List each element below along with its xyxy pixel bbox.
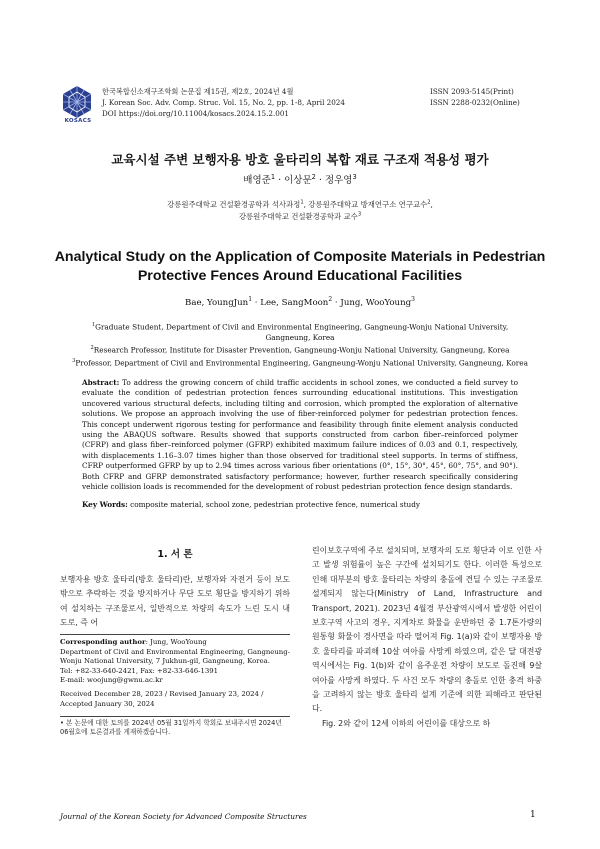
discussion-note: • 본 논문에 대한 토의를 2024년 05월 31일까지 학회로 보내주시면 2024년 06월호에 토론결과를 게재하겠습니다. — [60, 719, 282, 737]
divider-line — [60, 634, 290, 635]
issn-print: ISSN 2093-5145(Print) — [430, 87, 514, 96]
corresponding-author: Corresponding author: Jung, WooYoung Department of Civil and Environmental Engineering, Gangneung-Wonju National University, 7 Jukhun-gil, Gangneung, Korea. Tel: +82-33-640-2421, Fax: +82-33-646-1391 E-mail: woojung@gwnu.ac.kr — [60, 638, 290, 685]
logo-emblem-icon — [60, 84, 94, 120]
divider-line-2 — [60, 716, 290, 717]
keywords: Key Words: composite material, school zone, pedestrian protective fence, numerical study — [82, 500, 421, 509]
korean-affiliation-1: 강릉원주대학교 건설환경공학과 석사과정$^1$, 강릉원주대학교 방재연구소 연구교수$^2$, — [167, 199, 433, 209]
footer-journal-name: Journal of the Korean Society for Advanced Composite Structures — [60, 812, 307, 821]
body-left-column: 보행자용 방호 울타리(방호 울타리)란, 보행자와 자전거 등이 보도 밖으로 추락하는 것을 방지하거나 무단 도로 횡단을 방지하기 위하여 설치하는 구조물로서, 일반적으로 차량의 속도가 느린 도시 내 도로, 즉 어 — [60, 575, 290, 628]
english-affiliations: $^1$Graduate Student, Department of Civil and Environmental Engineering, Gangneung-Wonju National University, Gangneung, Korea $^2$Research Professor, Institute for Disaster Prevention, Gangneung-Wonju National University, Gangneung, Korea $^3$Professor, Department of Civil and Environmental Engineering, Gangneung-Wonju National University, Gangneung, Korea — [72, 322, 528, 368]
journal-ko: 한국복합신소재구조학회 논문집 제15권, 제2호, 2024년 4월 — [102, 87, 294, 96]
received-dates: Received December 28, 2023 / Revised January 23, 2024 / Accepted January 30, 2024 — [60, 690, 264, 708]
issn-online: ISSN 2288-0232(Online) — [430, 98, 520, 107]
logo-text: KOSACS — [64, 118, 92, 124]
english-title: Analytical Study on the Application of Composite Materials in Pedestrian Protective Fences Around Educational Facilities — [54, 249, 546, 284]
korean-title: 교육시설 주변 보행자용 방호 울타리의 복합 재료 구조재 적용성 평가 — [111, 152, 489, 167]
doi-link[interactable]: DOI https://doi.org/10.11004/kosacs.2024.15.2.001 — [102, 109, 289, 118]
korean-affiliation-2: 강릉원주대학교 건설환경공학과 교수$^3$ — [238, 211, 362, 221]
english-authors: Bae, YoungJun$^1$ · Lee, SangMoon$^2$ · Jung, WooYoung$^3$ — [185, 296, 415, 308]
abstract: Abstract: To address the growing concern of child traffic accidents in school zones, we conducted a field survey to evaluate the condition of pedestrian protection fences surrounding educational institutions. This investigation uncovered various structural defects, including tilting and corrosion, which prompted the exploration of alternative solutions. We propose an approach involving the use of fiber-reinforced polymer for pedestrian protection fences. This concept underwent rigorous testing for performance and feasibility through finite element analysis conducted using the ABAQUS software. Results showed that supports constructed from carbon fiber–reinforced polymer (CFRP) and glass fiber–reinforced polymer (GFRP) exhibited maximum failure indices of 0.03 and 0.1, respectively, with displacements 1.16–3.07 times higher than those observed for traditional steel supports. In terms of stiffness, CFRP outperformed GFRP by up to 2.94 times across various fiber orientations (0°, 15°, 30°, 45°, 60°, 75°, and 90°). Both CFRP and GFRP demonstrated satisfactory performance; however, further research specifically considering vehicle collision loads is recommended for the development of robust pedestrian protection fence design standards. — [82, 378, 518, 492]
body-right-column: 린이보호구역에 주로 설치되며, 보행자의 도로 횡단과 이로 인한 사고 발생 위험률이 높은 구간에 설치되기도 한다. 이러한 특성으로 인해 대부분의 방호 울타리는 차량의 충돌에 견딜 수 있는 구조물로 설계되지 않는다(Ministry of Land, Infrastructure and Transport, 2021). 2023년 4월경 부산광역시에서 발생한 어린이보호구역 사고의 경우, 지게차로 화물을 운반하던 중 1.7톤가량의 원통형 화물이 경사면을 따라 떨어져 Fig. 1(a)와 같이 보행자용 방호 울타리를 파괴해 10살 여아를 사망케 하였으며, 같은 달 대전광역시에서는 Fig. 1(b)와 같이 음주운전 차량이 보도로 돌진해 9살 여아를 사망케 하였다. 두 사건 모두 차량의 충돌로 인한 충격 하중을 고려하지 않는 방호 울타리 설계 기준에 의한 피해라고 판단된다. Fig. 2와 같이 12세 이하의 어린이를 대상으로 하 — [312, 546, 542, 728]
page-number: 1 — [530, 810, 536, 820]
section-1-title: 1. 서 론 — [157, 549, 193, 560]
korean-authors: 배영준$^1$ · 이상문$^2$ · 정우영$^3$ — [243, 172, 357, 186]
kosacs-logo — [60, 84, 94, 122]
journal-en: J. Korean Soc. Adv. Comp. Struc. Vol. 15, No. 2, pp. 1-8, April 2024 — [102, 98, 345, 107]
